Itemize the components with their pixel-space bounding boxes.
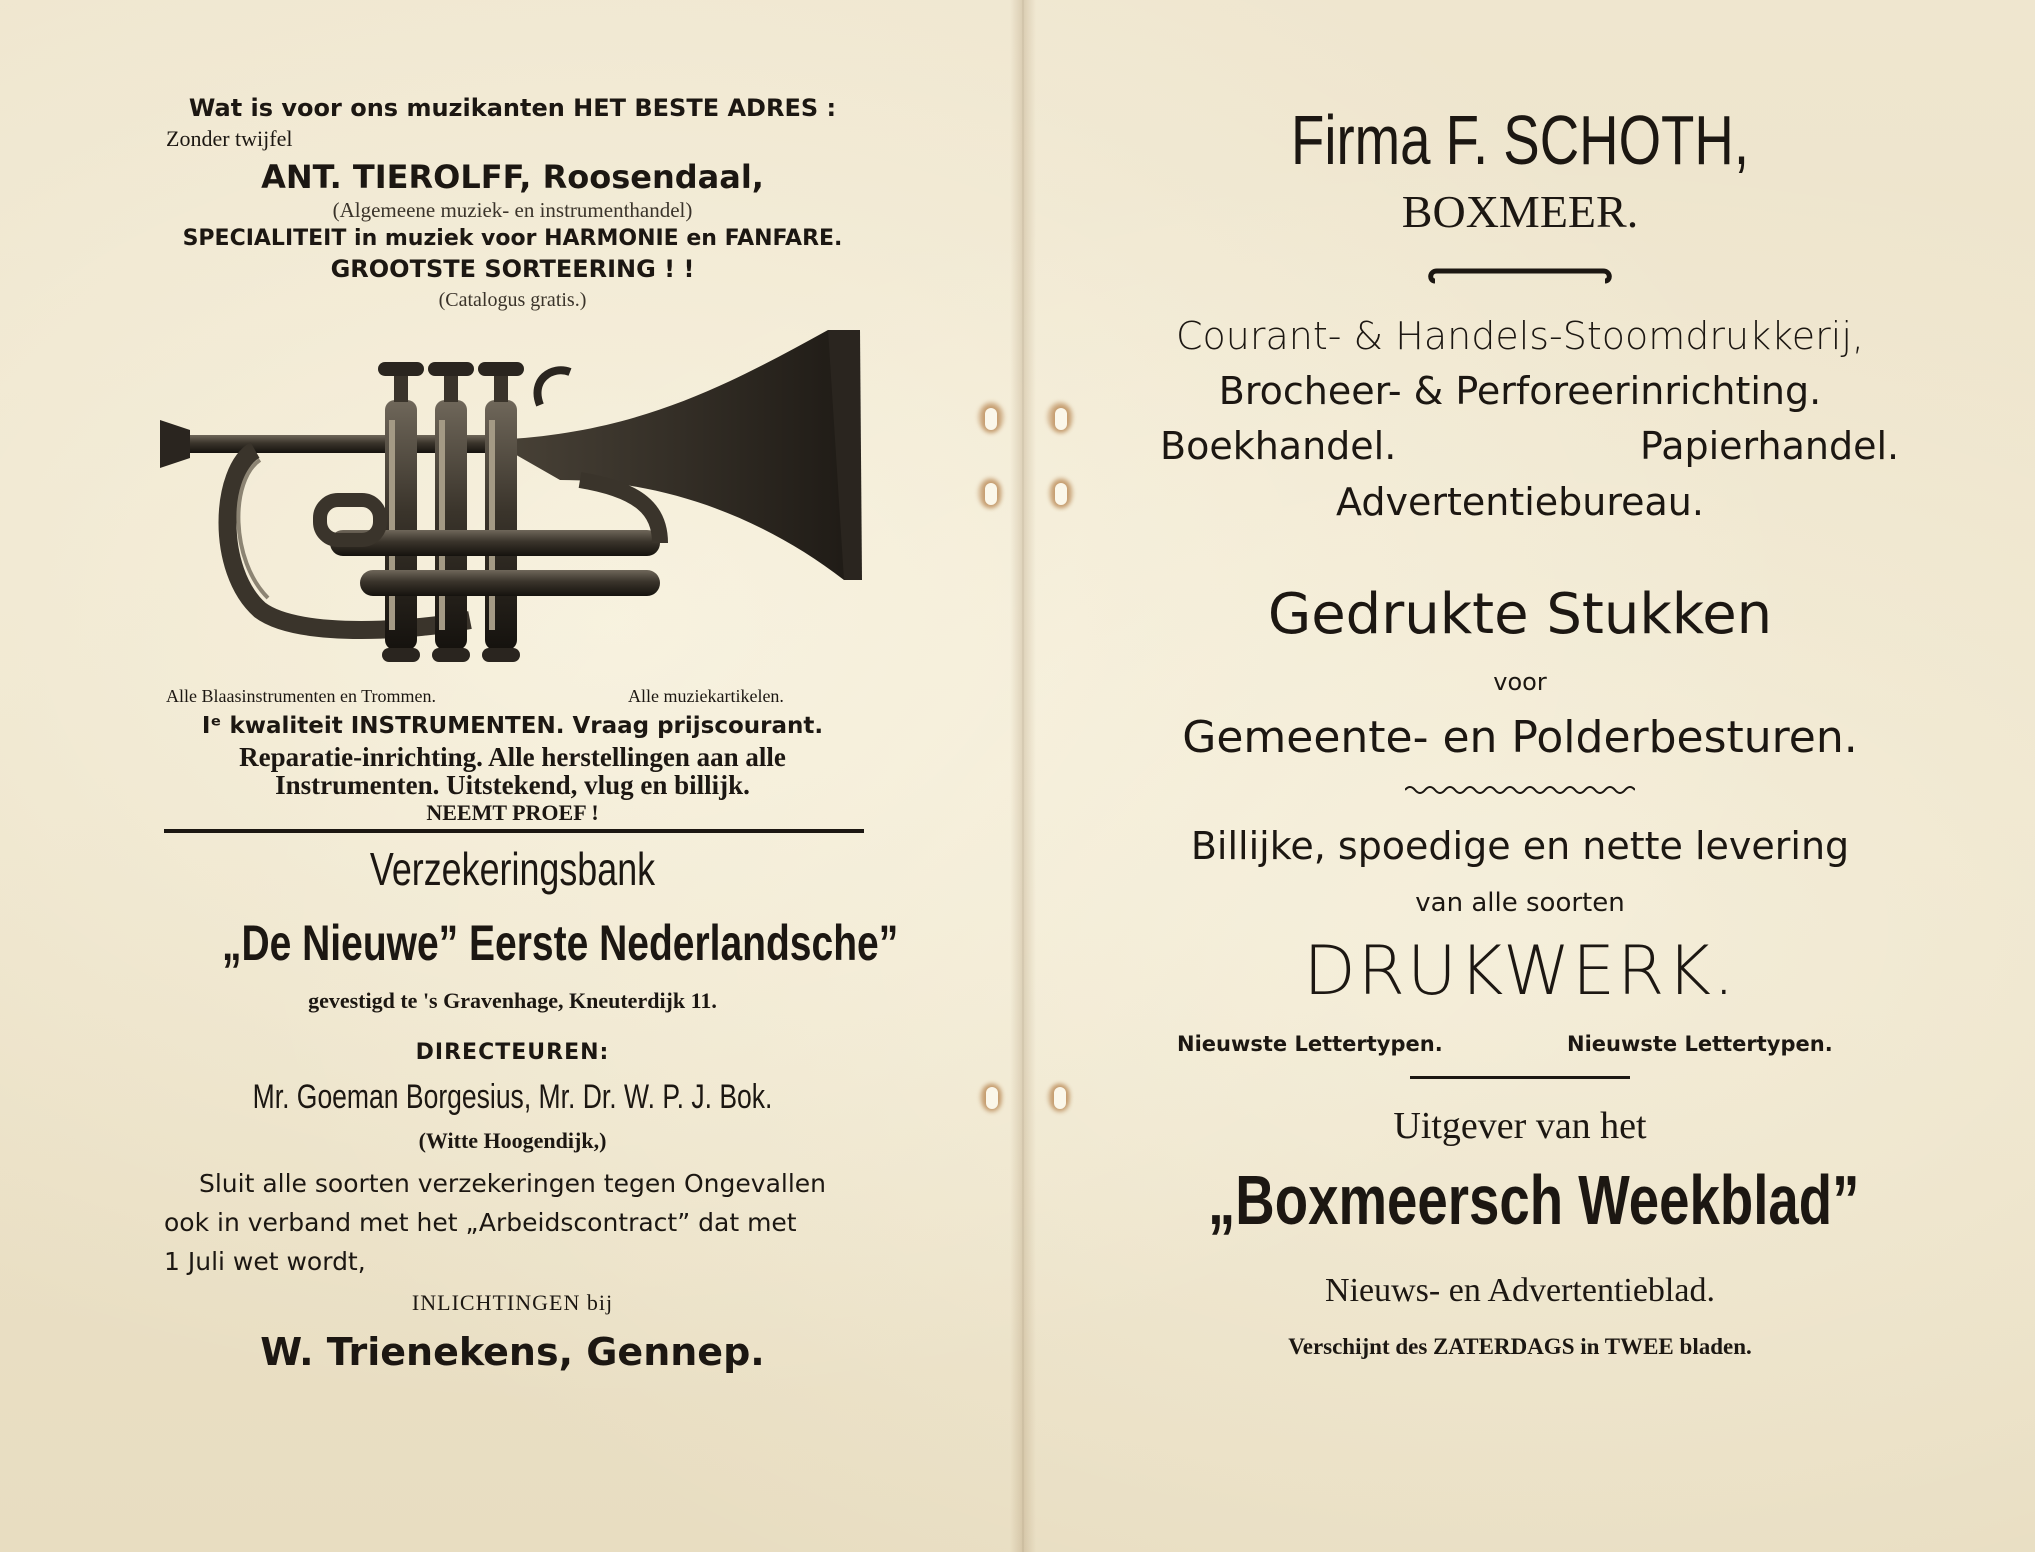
firm-town: BOXMEER.: [1401, 186, 1639, 237]
ad2-text1: Sluit alle soorten verzekeringen tegen Ongevallen: [198, 1169, 827, 1198]
ad1-name: ANT. TIEROLFF, Roosendaal,: [261, 158, 764, 196]
services-boekhandel: Boekhandel.: [1160, 424, 1397, 468]
ad1-line4: (Algemeene muziek- en instrumenthandel): [332, 198, 693, 222]
firm-name: Firma F. SCHOTH,: [1290, 101, 1750, 179]
schedule: Verschijnt des ZATERDAGS in TWEE bladen.: [1288, 1334, 1752, 1359]
services-papierhandel: Papierhandel.: [1640, 424, 1900, 468]
ad1-line7: (Catalogus gratis.): [438, 289, 587, 311]
ad2-directors: Mr. Goeman Borgesius, Mr. Dr. W. P. J. Bok.: [252, 1078, 773, 1116]
ad2-text2: ook in verband met het „Arbeidscontract” dat met: [164, 1208, 797, 1237]
ad1-line2: Zonder twijfel: [166, 126, 293, 151]
staple-hole: [1055, 483, 1067, 505]
ornament-rule: [1425, 265, 1615, 289]
left-page-lower: [140, 0, 899, 1552]
ad2-agent: W. Trienekens, Gennep.: [260, 1330, 765, 1374]
ad1-line11: Instrumenten. Uitstekend, vlug en billijk.: [275, 770, 750, 800]
headline: Gedrukte Stukken: [1267, 582, 1773, 647]
types-left: Nieuwste Lettertypen.: [1177, 1032, 1443, 1056]
staple-hole: [1054, 1087, 1066, 1109]
ad2-heading: DIRECTEUREN:: [415, 1040, 610, 1065]
paper-subtitle: Nieuws- en Advertentieblad.: [1325, 1272, 1715, 1309]
voor: voor: [1493, 668, 1547, 696]
types-right: Nieuwste Lettertypen.: [1567, 1032, 1833, 1056]
staple-hole: [985, 483, 997, 505]
ad2-sub: (Witte Hoogendijk,): [418, 1128, 607, 1153]
bodies: Gemeente- en Polderbesturen.: [1182, 712, 1858, 763]
ad1-caption-right: Alle muziekartikelen.: [628, 686, 784, 706]
ad2-title: Verzekeringsbank: [369, 843, 656, 895]
ad2-address: gevestigd te 's Gravenhage, Kneuterdijk 11.: [308, 988, 717, 1013]
ad1-line9: Iᵉ kwaliteit INSTRUMENTEN. Vraag prijscourant.: [201, 713, 824, 739]
wavy-rule: [1405, 784, 1635, 796]
kinds: van alle soorten: [1415, 888, 1625, 918]
ad-divider: [164, 829, 864, 833]
services-line2: Brocheer- & Perforeerinrichting.: [1218, 369, 1822, 413]
ad2-info: INLICHTINGEN bij: [411, 1290, 614, 1315]
drukwerk: DRUKWERK.: [1303, 932, 1737, 1011]
ad2-text3: 1 Juli wet wordt,: [164, 1247, 366, 1276]
delivery: Billijke, spoedige en nette levering: [1190, 824, 1850, 868]
staple-hole: [985, 408, 997, 430]
services-line4: Advertentiebureau.: [1336, 480, 1704, 524]
staple-hole: [986, 1087, 998, 1109]
ad1-line5: SPECIALITEIT in muziek voor HARMONIE en FANFARE.: [182, 226, 843, 251]
ad1-caption-left: Alle Blaasinstrumenten en Trommen.: [166, 686, 436, 706]
center-fold: [1010, 0, 1036, 1552]
ad2-name: „De Nieuwe” Eerste Nederlandsche”: [221, 915, 899, 971]
publisher: Uitgever van het: [1393, 1105, 1647, 1147]
types-rule: [1410, 1076, 1630, 1079]
ad1-line6: GROOTSTE SORTEERING ! !: [330, 255, 695, 283]
ad1-line1: Wat is voor ons muzikanten HET BESTE ADRES :: [188, 94, 837, 122]
right-page: [1120, 0, 1920, 1552]
ad1-line12: NEEMT PROEF !: [426, 800, 599, 825]
ad1-line10: Reparatie-inrichting. Alle herstellingen aan alle: [239, 742, 786, 772]
staple-hole: [1055, 408, 1067, 430]
services-line1: Courant- & Handels-Stoomdrukkerij,: [1176, 314, 1864, 358]
paper-name: „Boxmeersch Weekblad”: [1208, 1161, 1860, 1239]
